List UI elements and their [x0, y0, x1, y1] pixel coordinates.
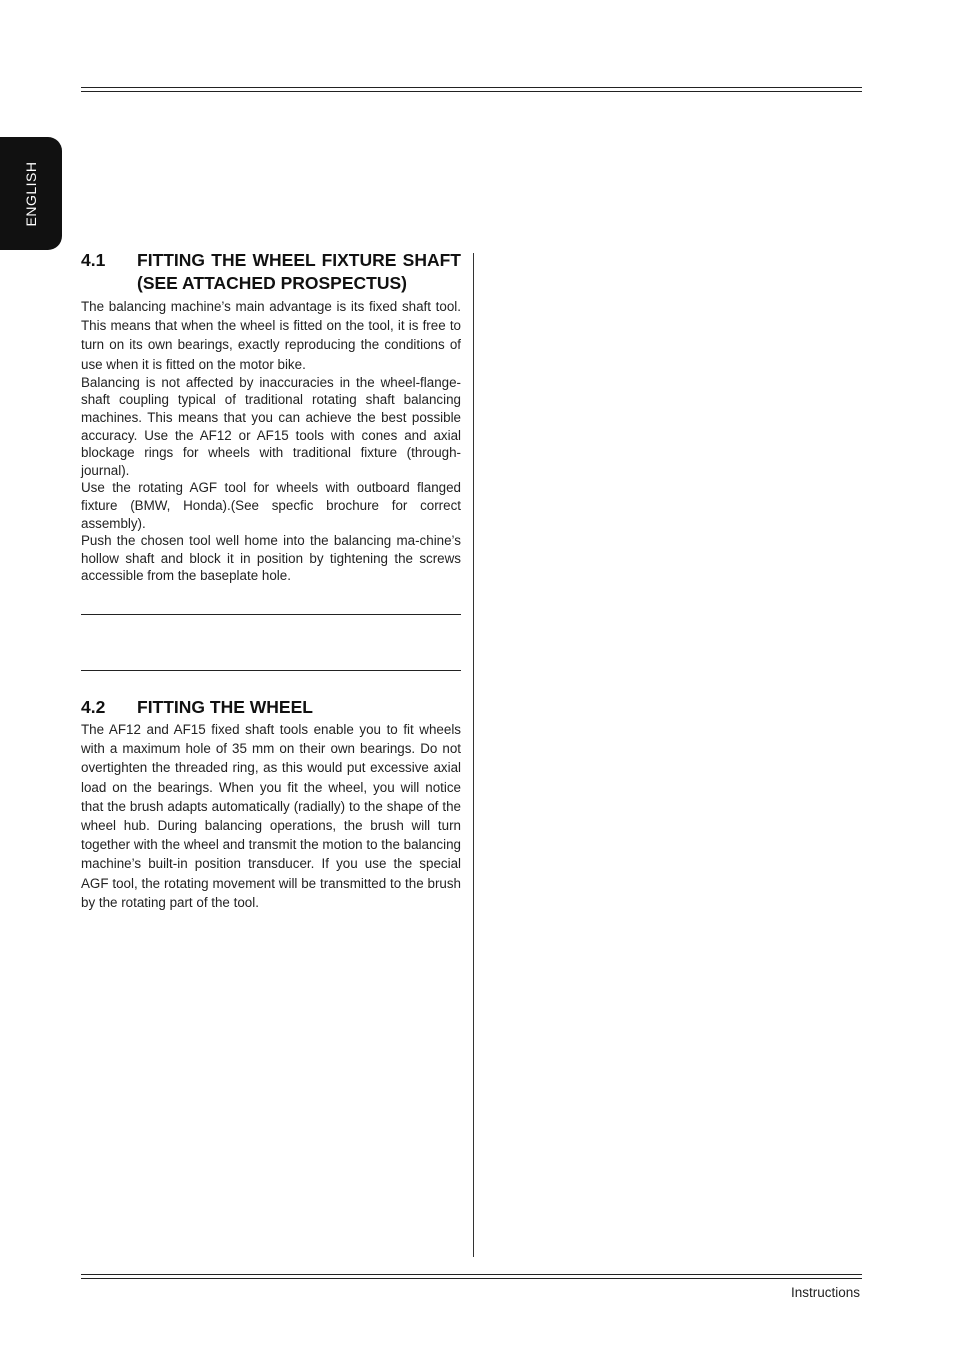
paragraph: The AF12 and AF15 fixed shaft tools enable you to fit wheels with a maximum hole of 35 mm on their own bearings. Do not overtighten the threaded ring, as this would put excessive axial load on the bearings. When you fit the wheel, you will notice that the brush adapts automatically (radially) to the shape of the wheel hub. During balancing operations, the brush will turn together with the wheel and transmit the motion to the balancing machine’s built-in position transducer. If you use the special AGF tool, the rotating movement will be transmitted to the brush by the rotating part of the tool.	[81, 722, 461, 910]
section-heading	[81, 696, 461, 719]
section-4-1	[81, 249, 461, 585]
section-4-2	[81, 696, 461, 912]
header-rule	[81, 87, 862, 88]
section-heading	[81, 249, 461, 295]
section-number: 4.2	[81, 697, 106, 717]
paragraph: Use the rotating AGF tool for wheels with outboard flanged fixture (BMW, Honda).(See specfic brochure for correct assembly).	[81, 480, 461, 531]
header-rule-thin	[81, 91, 862, 92]
section-title: FITTING THE WHEEL	[137, 697, 313, 717]
footer-label: Instructions	[790, 1285, 860, 1300]
column-divider	[473, 253, 474, 1257]
language-tab-label: ENGLISH	[23, 161, 39, 226]
section-title: FITTING THE WHEEL FIXTURE SHAFT (SEE ATTACHED PROSPECTUS)	[137, 250, 461, 293]
paragraph: Balancing is not affected by inaccuracies in the wheel-flange-shaft coupling typical of traditional rotating shaft balancing machines. This means that you can achieve the best possible accuracy. Use the AF12 or AF15 tools with cones and axial blockage rings for wheels with traditional fixture (through- journal).	[81, 374, 461, 478]
footer-rule-thin	[81, 1278, 862, 1279]
paragraph: Push the chosen tool well home into the balancing ma-chine’s hollow shaft and block it in position by tightening the screws accessible from the baseplate hole.	[81, 533, 461, 584]
footer-rule	[81, 1274, 862, 1275]
section-separator	[81, 670, 461, 671]
paragraph: The balancing machine’s main advantage is its fixed shaft tool. This means that when the wheel is fitted on the tool, it is free to turn on its own bearings, exactly reproducing the conditions of use when it is fitted on the motor bike.	[81, 299, 461, 372]
section-number: 4.1	[81, 250, 106, 270]
language-tab	[0, 137, 62, 250]
section-separator	[81, 614, 461, 615]
